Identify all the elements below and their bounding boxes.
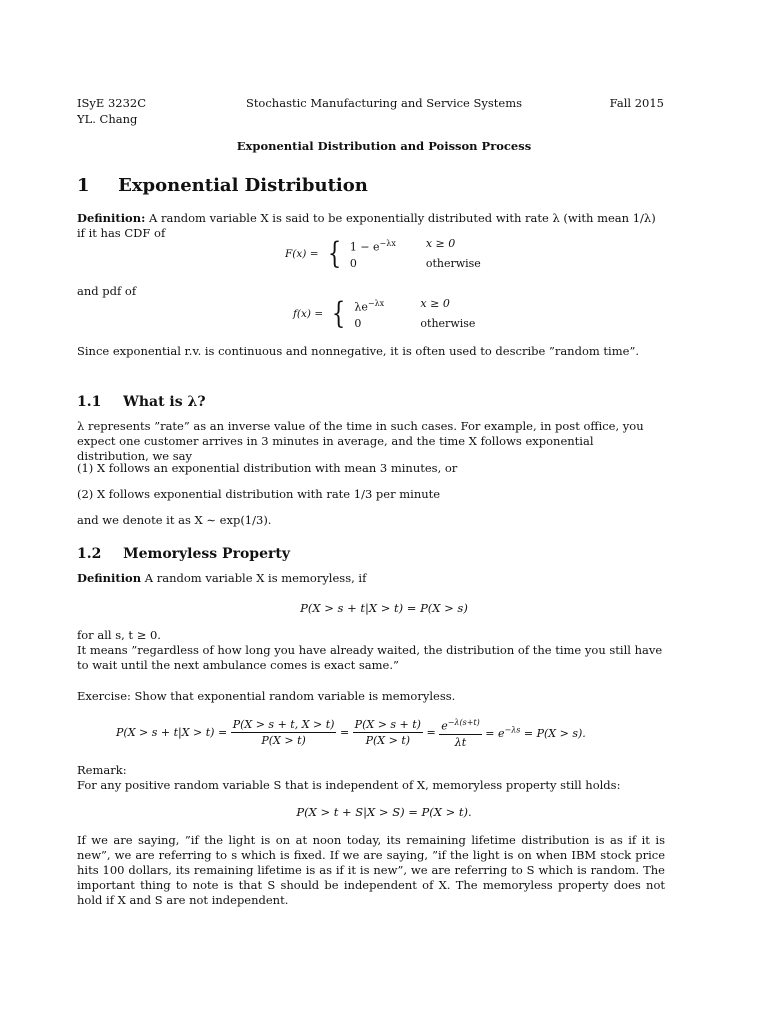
pdf-equation [293,296,475,332]
cdf-condition-1: x ≥ 0 [425,237,456,250]
cdf-condition-2: otherwise [425,256,481,270]
pdf-condition-2: otherwise [420,316,476,330]
final-paragraph: If we are saying, ”if the light is on at noon today, its remaining lifetime distribution is as if it is new”, we are referring to s which is fixed. If we are saying, ”if the light is on when IBM stock price hits 100 dollars, its remaining lifetime is as if it is new”, we are referring to S which is random. The important thing to note is that S should be independent of X. The memoryless property does not hold if X and S are not independent. [77,833,665,907]
pdf-case-1: $\lambda e^{-\lambda x}$ [354,299,385,314]
exercise-text: Exercise: Show that exponential random variable is memoryless. [77,689,456,703]
cdf-case-2: 0 [349,256,357,270]
section-1-1-heading [77,394,206,410]
memoryless-definition [77,571,366,586]
remark-equation: P(X > t + S|X > S) = P(X > t). [296,805,472,819]
course-code: ISyE 3232C [77,96,147,110]
fraction-2-denominator: P(X > t) [365,733,411,747]
remark-label: Remark: [77,763,127,777]
pdf-intro: and pdf of [77,284,137,298]
forall-text: for all s, t ≥ 0. [77,628,161,642]
memoryless-def-label: Definition [77,571,142,585]
cdf-case-1: $1 - e^{-\lambda x}$ [349,239,396,254]
section-1-heading [77,175,368,196]
exercise-fraction-3 [439,716,482,749]
exercise-equation: P(X > s + t|X > t) = $\frac{P(X > s + t, X > t)}{P(X > t)}$ = $\frac{P(X > s + t)}{P(X > t)}$ = $\frac{e^{-\lambda(s+t)}}{\lambda t}$ = $e^{-\lambda s} = P(X > s)$. [116,717,586,749]
cdf-equation [285,236,481,272]
document-title: Exponential Distribution and Poisson Process [236,139,532,153]
pdf-lhs: f(x) = [293,307,324,320]
pdf-case-2: 0 [354,316,362,330]
exercise-fraction-2 [353,718,423,747]
denote-text: and we denote it as X ∼ exp(1/3). [77,513,272,527]
fraction-3-denominator: λt [454,735,467,749]
pdf-brace: { [332,295,346,331]
term-label: Fall 2015 [609,96,664,110]
definition-label: Definition: [77,211,146,225]
course-title: Stochastic Manufacturing and Service Systems [245,96,523,110]
section-1-2-number: 1.2 [77,546,102,562]
section-1-1-title: What is λ? [123,394,206,410]
fraction-3-numerator: $e^{-\lambda(s+t)}$ [441,718,480,733]
section-1-2-title: Memoryless Property [123,546,290,562]
cdf-lhs: F(x) = [285,247,319,260]
pdf-cases [354,296,475,332]
section-1-number: 1 [77,175,90,196]
cdf-brace: { [327,235,341,271]
exercise-eq-lhs: P(X > s + t|X > t) = [116,725,228,739]
section-1-1-number: 1.1 [77,394,102,410]
memoryless-def-text: A random variable X is memoryless, if [144,571,367,585]
exercise-fraction-1 [231,718,337,747]
list-item-1: (1) X follows an exponential distribution with mean 3 minutes, or [77,461,458,475]
fraction-2-numerator: P(X > s + t) [354,717,421,731]
fraction-1-numerator: P(X > s + t, X > t) [232,717,335,731]
exercise-eq-rhs: = $e^{-\lambda s} = P(X > s)$. [485,725,586,740]
memoryless-equation: P(X > s + t|X > t) = P(X > s) [300,601,468,615]
remark-text: For any positive random variable S that is independent of X, memoryless property still holds: [77,778,621,792]
cdf-cases [350,236,481,272]
instructor-name: YL. Chang [77,112,138,126]
section-1-closing: Since exponential r.v. is continuous and nonnegative, it is often used to describe ”random time”. [77,344,639,358]
meaning-paragraph: It means ”regardless of how long you have already waited, the distribution of the time you still have to wait until the next ambulance comes is exact same.” [77,643,663,672]
lambda-paragraph: λ represents ”rate” as an inverse value of the time in such cases. For example, in post office, you expect one customer arrives in 3 minutes in average, and the time X follows exponential distribution, we say [77,419,644,463]
section-1-2-heading [77,546,290,562]
section-1-title: Exponential Distribution [118,175,368,196]
fraction-1-denominator: P(X > t) [261,733,306,747]
pdf-condition-1: x ≥ 0 [420,297,450,310]
list-item-2: (2) X follows exponential distribution with rate 1/3 per minute [77,487,441,501]
definition-text: A random variable X is said to be exponentially distributed with rate λ (with mean 1/λ) if it has CDF of [77,211,656,240]
